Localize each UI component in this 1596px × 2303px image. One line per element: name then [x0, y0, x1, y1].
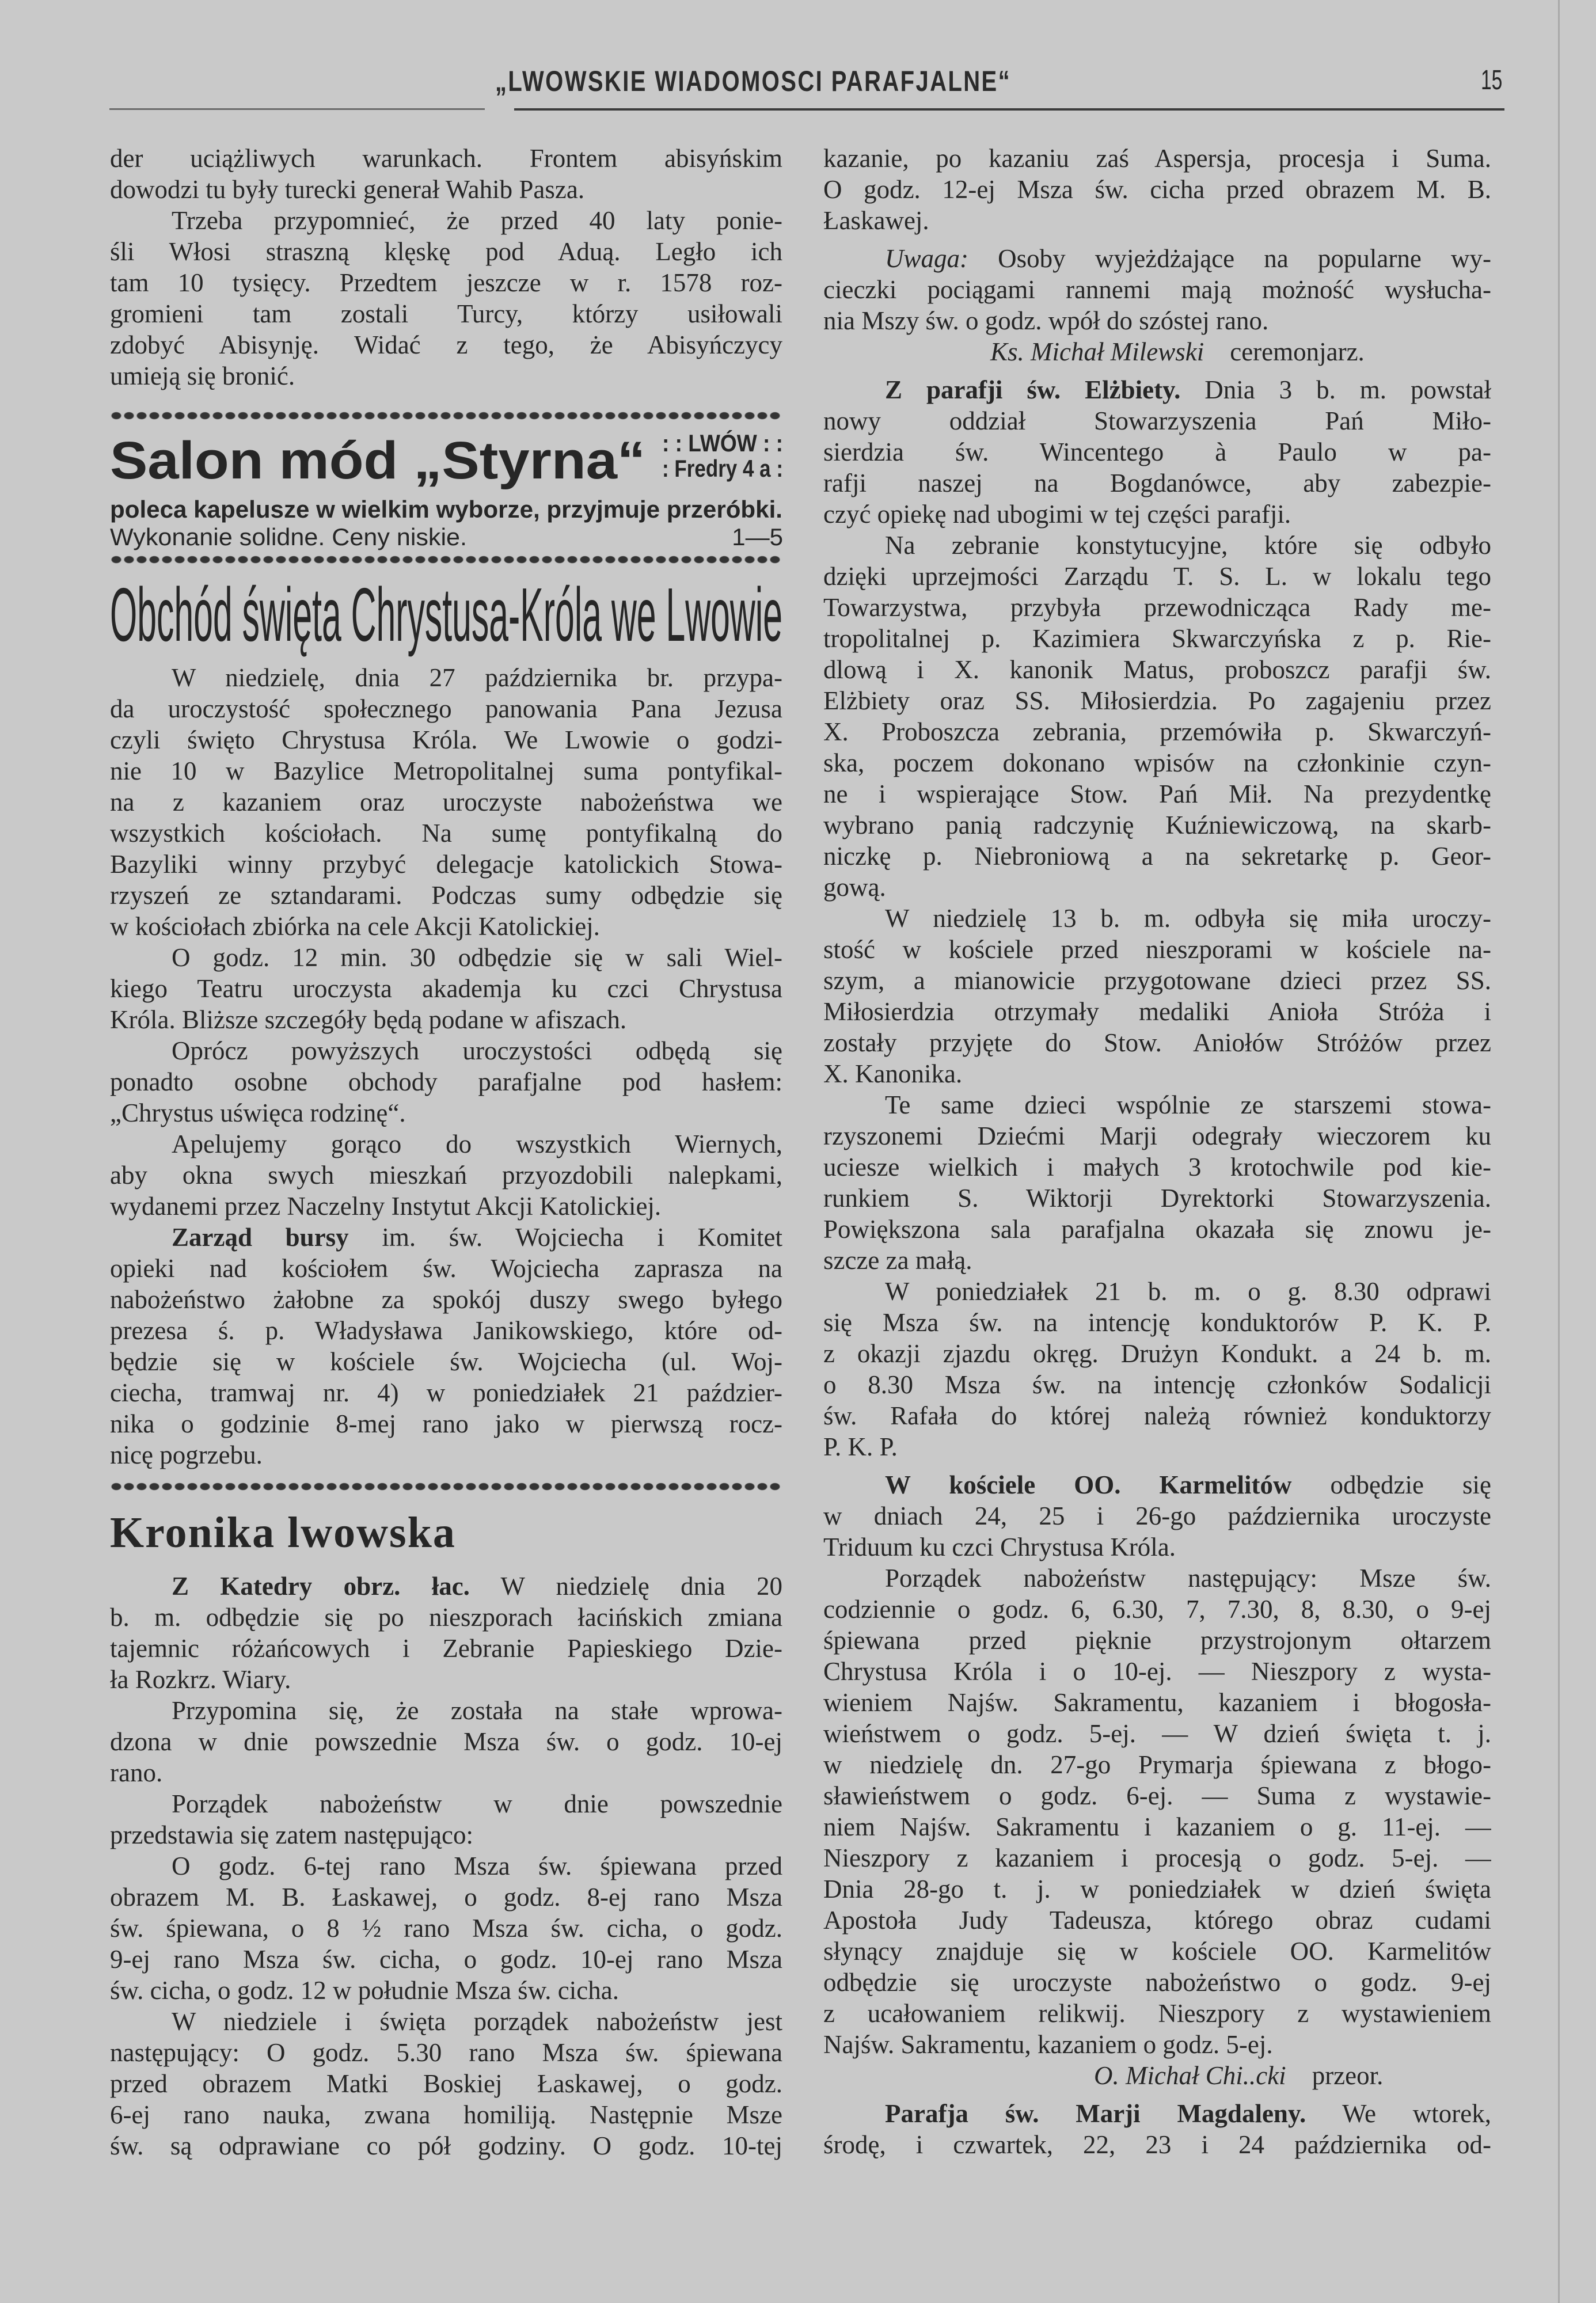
text-line: rano. [110, 1758, 163, 1787]
signature [823, 336, 1491, 367]
text-line: Oprócz powyższych uroczystości odbędą się [172, 1036, 782, 1065]
text-line: tropolitalnej p. Kazimiera Skwarczyńska z p. Rie- [823, 624, 1491, 653]
article-body [110, 662, 782, 1470]
paragraph-lead: Z parafji św. Elżbiety. [885, 375, 1181, 404]
text-line: ciecha, tramwaj nr. 4) w poniedziałek 21 paździer- [110, 1378, 782, 1407]
text-line: zostały przyjęte do Stow. Aniołów Stróżów przez [823, 1028, 1491, 1057]
text-line: sławieństwem o godz. 6-ej. — Suma z wystawie- [823, 1781, 1491, 1810]
paragraph [823, 1276, 1491, 1462]
paragraph [823, 530, 1491, 903]
text-line: gromieni tam zostali Turcy, którzy usiłowali [110, 299, 782, 328]
paragraph [823, 143, 1491, 236]
text-line: nabożeństwo żałobne za spokój duszy swego byłego [110, 1285, 782, 1314]
text-line: Z parafji św. Elżbiety. Dnia 3 b. m. powstał [885, 375, 1491, 404]
right-column-body [823, 143, 1491, 2160]
text-line: przedstawia się zatem następująco: [110, 1821, 473, 1849]
header-rule [514, 108, 1504, 111]
text-line: rzyszonemi Dziećmi Marji odegrały wieczorem ku [823, 1122, 1491, 1150]
text-line: św. cicha, o godz. 12 w południe Msza św. cicha. [110, 1976, 619, 2005]
paragraph-lead: Z Katedry obrz. łac. [172, 1572, 470, 1601]
intro-text [110, 143, 782, 392]
paragraph-lead: Zarząd bursy [172, 1223, 349, 1252]
section-heading: Kronika lwowska [110, 1508, 456, 1557]
signature-name: Ks. Michał Milewski [990, 337, 1204, 366]
text-line: umieją się bronić. [110, 362, 295, 390]
text-line: opieki nad kościołem św. Wojciecha zaprasza na [110, 1254, 782, 1283]
paragraph [823, 1563, 1491, 2060]
text-line: przed obrazem Matki Boskiej Łaskawej, o godz. [110, 2069, 782, 2098]
text-line: Nieszpory z kazaniem i procesją o godz. 5-ej. — [823, 1844, 1491, 1872]
text-line: niczkę p. Niebroniową a na sekretarkę p. Geor- [823, 842, 1491, 871]
running-header-title: „LWOWSKIE WIADOMOSCI PARAFJALNE“ [495, 65, 1012, 97]
paragraph-lead: Uwaga: [885, 244, 968, 273]
text-line: Przypomina się, że została na stałe wprowa- [172, 1696, 782, 1725]
text-line: środę, i czwartek, 22, 23 i 24 października od- [823, 2130, 1491, 2159]
text-line: nika o godzinie 8-mej rano jako w pierwszą rocz- [110, 1409, 782, 1438]
paragraph [110, 205, 782, 392]
text-line: Bazyliki winny przybyć delegacje katolickich Stowa- [110, 850, 782, 879]
text-line: o 8.30 Msza św. na intencję członków Sodalicji [823, 1370, 1491, 1399]
text-line: dowodzi tu były turecki generał Wahib Pasza. [110, 175, 585, 204]
page-number: 15 [1481, 65, 1503, 96]
text-line: prezesa ś. p. Władysława Janikowskiego, które od- [110, 1316, 782, 1345]
text-line: O godz. 12 min. 30 odbędzie się w sali Wiel- [172, 943, 782, 972]
signature-name: O. Michał Chi..cki [1094, 2061, 1286, 2090]
text-line: Apostoła Judy Tadeusza, którego obraz cudami [823, 1906, 1491, 1935]
text-line: śpiewana przed pięknie przystrojonym ołtarzem [823, 1626, 1491, 1655]
text-line: św. śpiewana, o 8 ½ rano Msza św. cicha, o godz. [110, 1914, 782, 1943]
text-line: się Msza św. na intencję konduktorów P. K. P. [823, 1308, 1491, 1337]
ad-title-text: Salon mód „Styrna“ [110, 431, 645, 490]
text-line: w niedzielę dn. 27-go Prymarja śpiewana z błogo- [823, 1750, 1491, 1779]
text-line: nia Mszy św. o godz. wpół do szóstej rano. [823, 306, 1269, 335]
text-line: będzie się w kościele św. Wojciecha (ul. Woj- [110, 1347, 782, 1376]
text-line: codziennie o godz. 6, 6.30, 7, 7.30, 8, 8.30, o 9-ej [823, 1595, 1491, 1624]
text-line: czyli święto Chrystusa Króla. We Lwowie o godzi- [110, 725, 782, 754]
text-line: tajemnic różańcowych i Zebranie Papieskiego Dzie- [110, 1634, 782, 1663]
ad-terms [110, 525, 467, 549]
text-line: sierdzia św. Wincentego à Paulo w pa- [823, 438, 1491, 466]
text-line: niem Najśw. Sakramentu i kazaniem o g. 11-ej. — [823, 1812, 1491, 1841]
signature [823, 2060, 1491, 2091]
text-line: cieczki pociągami rannemi mają możność wysłucha- [823, 275, 1491, 304]
paragraph [110, 1850, 782, 2006]
text-line: X. Proboszcza zebrania, przemówiła p. Skwarczyń- [823, 717, 1491, 746]
text-line: aby okna swych mieszkań przyozdobili nalepkami, [110, 1161, 782, 1189]
text-line: śli Włosi straszną klęskę pod Aduą. Legło ich [110, 237, 782, 266]
paragraph [110, 1128, 782, 1222]
text-line: Porządek nabożeństw następujący: Msze św. [885, 1564, 1491, 1593]
text-line: w dniach 24, 25 i 26-go października uroczyste [823, 1502, 1491, 1530]
ad-city: : : LWÓW : : [662, 430, 783, 457]
paragraph [110, 1035, 782, 1128]
paragraph [110, 2006, 782, 2161]
text-line: X. Kanonika. [823, 1059, 963, 1088]
text-line: czyć opiekę nad ubogimi w tej części parafji. [823, 500, 1291, 529]
text-line: dlową i X. kanonik Matus, proboszcz parafji św. [823, 655, 1491, 684]
text-line: słynący znajduje się w kościele OO. Karmelitów [823, 1937, 1491, 1966]
text-line: stość w kościele przed nieszporami w kościele na- [823, 935, 1491, 964]
text-line: uciesze wielkich i małych 3 krotochwile pod kie- [823, 1153, 1491, 1181]
paragraph-lead: W kościele OO. Karmelitów [885, 1470, 1292, 1499]
paragraph [110, 1788, 782, 1850]
text-line: Parafja św. Marji Magdaleny. We wtorek, [885, 2099, 1491, 2128]
text-line: Te same dzieci wspólnie ze starszemi stowa- [885, 1090, 1491, 1119]
text-line: św. są odprawiane co pół godziny. O godz. 10-tej [110, 2131, 782, 2160]
text-line: ła Rozkrz. Wiary. [110, 1665, 291, 1694]
text-line: z okazji zjazdu okręg. Drużyn Kondukt. a 24 b. m. [823, 1339, 1491, 1368]
text-line: kiego Teatru uroczysta akademja ku czci Chrystusa [110, 974, 782, 1003]
paragraph [110, 942, 782, 1035]
page-edge-line [1558, 0, 1560, 2303]
text-line: ska, poczem dokonano wpisów na członkinie czyn- [823, 748, 1491, 777]
text-line: P. K. P. [823, 1432, 898, 1461]
text-line: kazanie, po kazaniu zaś Aspersja, procesja i Suma. [823, 144, 1491, 173]
ornamental-rule [110, 411, 782, 420]
ad-description [110, 497, 782, 522]
text-line: Towarzystwa, przybyła przewodnicząca Rady me- [823, 593, 1491, 622]
text-line: szcze za małą. [823, 1246, 972, 1275]
text-line: w kościołach zbiórka na cele Akcji Katolickiej. [110, 912, 600, 941]
paragraph [823, 903, 1491, 1089]
text-line: rzyszeń ze sztandarami. Podczas sumy odbędzie się [110, 881, 782, 910]
ad-terms-text: Wykonanie solidne. Ceny niskie. [110, 523, 467, 550]
text-line: Najśw. Sakramentu, kazaniem o godz. 5-ej. [823, 2030, 1273, 2059]
text-line: z ucałowaniem relikwij. Nieszpory z wystawieniem [823, 1999, 1491, 2028]
text-line: Z Katedry obrz. łac. W niedzielę dnia 20 [172, 1572, 782, 1601]
text-line: Powiększona sala parafjalna okazała się znowu je- [823, 1215, 1491, 1244]
text-line: wydanemi przez Naczelny Instytut Akcji Katolickiej. [110, 1192, 662, 1221]
text-line: „Chrystus uświęca rodzinę“. [110, 1099, 406, 1127]
paragraph-lead: Parafja św. Marji Magdaleny. [885, 2099, 1306, 2128]
text-line: O godz. 12-ej Msza św. cicha przed obrazem M. B. [823, 175, 1491, 204]
text-line: wszystkich kościołach. Na sumę pontyfikalną do [110, 819, 782, 848]
ad-description-text: poleca kapelusze w wielkim wyborze, przyjmuje przeróbki. [110, 496, 782, 523]
text-line: Dnia 28-go t. j. w poniedziałek w dzień święta [823, 1875, 1491, 1903]
signature-title: ceremonjarz. [1204, 337, 1365, 366]
text-line: Na zebranie konstytucyjne, które się odbyło [885, 531, 1491, 560]
text-line: b. m. odbędzie się po nieszporach łacińskich zmiana [110, 1603, 782, 1632]
text-line: obrazem M. B. Łaskawej, o godz. 8-ej rano Msza [110, 1883, 782, 1911]
text-line: nowy oddział Stowarzyszenia Pań Miło- [823, 406, 1491, 435]
header-rule [109, 108, 485, 110]
paragraph [110, 662, 782, 942]
text-line: 6-ej rano nauka, zwana homiliją. Następnie Msze [110, 2100, 782, 2129]
text-line: W poniedziałek 21 b. m. o g. 8.30 odprawi [885, 1277, 1491, 1306]
paragraph [110, 143, 782, 205]
text-line: dzięki uprzejmości Zarządu T. S. L. w lokalu tego [823, 562, 1491, 591]
text-line: runkiem S. Wiktorji Dyrektorki Stowarzyszenia. [823, 1184, 1491, 1213]
text-line: Króla. Bliższe szczegóły będą podane w afiszach. [110, 1005, 627, 1034]
text-line: Trzeba przypomnieć, że przed 40 laty ponie- [172, 206, 782, 235]
text-line: zdobyć Abisynję. Widać z tego, że Abisyńczycy [110, 330, 782, 359]
text-line: O godz. 6-tej rano Msza św. śpiewana przed [172, 1852, 782, 1880]
text-line: ponadto osobne obchody parafjalne pod hasłem: [110, 1067, 782, 1096]
text-line: Apelujemy gorąco do wszystkich Wiernych, [172, 1130, 782, 1158]
text-line: W niedziele i święta porządek nabożeństw jest [172, 2007, 782, 2036]
text-line: na z kazaniem oraz uroczyste nabożeństwa we [110, 788, 782, 816]
text-line: tam 10 tysięcy. Przedtem jeszcze w r. 1578 roz- [110, 268, 782, 297]
paragraph [823, 1469, 1491, 1563]
ad-street: : Fredry 4 a : [662, 455, 783, 482]
text-line: Uwaga: Osoby wyjeżdżające na popularne wy- [885, 244, 1491, 273]
text-line: Miłosierdzia otrzymały medaliki Anioła Stróża i [823, 997, 1491, 1026]
text-line: Łaskawej. [823, 206, 929, 235]
paragraph [823, 374, 1491, 530]
text-line: 9-ej rano Msza św. cicha, o godz. 10-ej rano Msza [110, 1945, 782, 1974]
text-line: nicę pogrzebu. [110, 1441, 263, 1469]
paragraph [110, 1695, 782, 1788]
text-line: wieniem Najśw. Sakramentu, kazaniem i błogosła- [823, 1688, 1491, 1717]
text-line: ne i wspierające Stow. Pań Mił. Na prezydentkę [823, 780, 1491, 808]
paragraph [823, 243, 1491, 336]
text-line: rafji naszej na Bogdanówce, aby zabezpie- [823, 469, 1491, 497]
ad-run-number: 1—5 [732, 523, 783, 550]
text-line: da uroczystość społecznego panowania Pana Jezusa [110, 694, 782, 723]
text-line: Zarząd bursy im. św. Wojciecha i Komitet [172, 1223, 782, 1252]
text-line: Chrystusa Króla i o 10-ej. — Nieszpory z wysta- [823, 1657, 1491, 1686]
text-line: św. Rafała do której należą również konduktorzy [823, 1401, 1491, 1430]
text-line: dzona w dnie powszednie Msza św. o godz. 10-ej [110, 1727, 782, 1756]
text-line: W niedzielę, dnia 27 października br. przypa- [172, 663, 782, 692]
text-line: Porządek nabożeństw w dnie powszednie [172, 1789, 782, 1818]
ad-address [662, 431, 783, 481]
text-line: nie 10 w Bazylice Metropolitalnej suma pontyfikal- [110, 757, 782, 785]
article-headline [110, 572, 782, 657]
chronicle-body [110, 1571, 782, 2161]
text-line: wybrano panią radczynię Kuźniewiczową, na skarb- [823, 811, 1491, 839]
ornamental-rule [110, 1482, 782, 1491]
paragraph [823, 2098, 1491, 2160]
ad-title [110, 431, 645, 490]
text-line: gową. [823, 873, 886, 902]
text-line: następujący: O godz. 5.30 rano Msza św. śpiewana [110, 2038, 782, 2067]
article-headline-text: Obchód święta Chrystusa-Króla we Lwowie [110, 572, 782, 657]
text-line: wieństwem o godz. 5-ej. — W dzień święta t. j. [823, 1719, 1491, 1748]
text-line: W niedzielę 13 b. m. odbyła się miła uroczy- [885, 904, 1491, 933]
text-line: odbędzie się uroczyste nabożeństwo o godz. 9-ej [823, 1968, 1491, 1997]
text-line: Triduum ku czci Chrystusa Króla. [823, 1533, 1176, 1561]
paragraph [823, 1089, 1491, 1276]
paragraph [110, 1571, 782, 1695]
text-line: der uciążliwych warunkach. Frontem abisyńskim [110, 144, 782, 173]
text-line: szym, a mianowicie przygotowane dzieci przez SS. [823, 966, 1491, 995]
text-line: Elżbiety oraz SS. Miłosierdzia. Po zagajeniu przez [823, 686, 1491, 715]
text-line: W kościele OO. Karmelitów odbędzie się [885, 1470, 1491, 1499]
ornamental-rule [110, 555, 782, 564]
paragraph [110, 1222, 782, 1470]
signature-title: przeor. [1286, 2061, 1384, 2090]
